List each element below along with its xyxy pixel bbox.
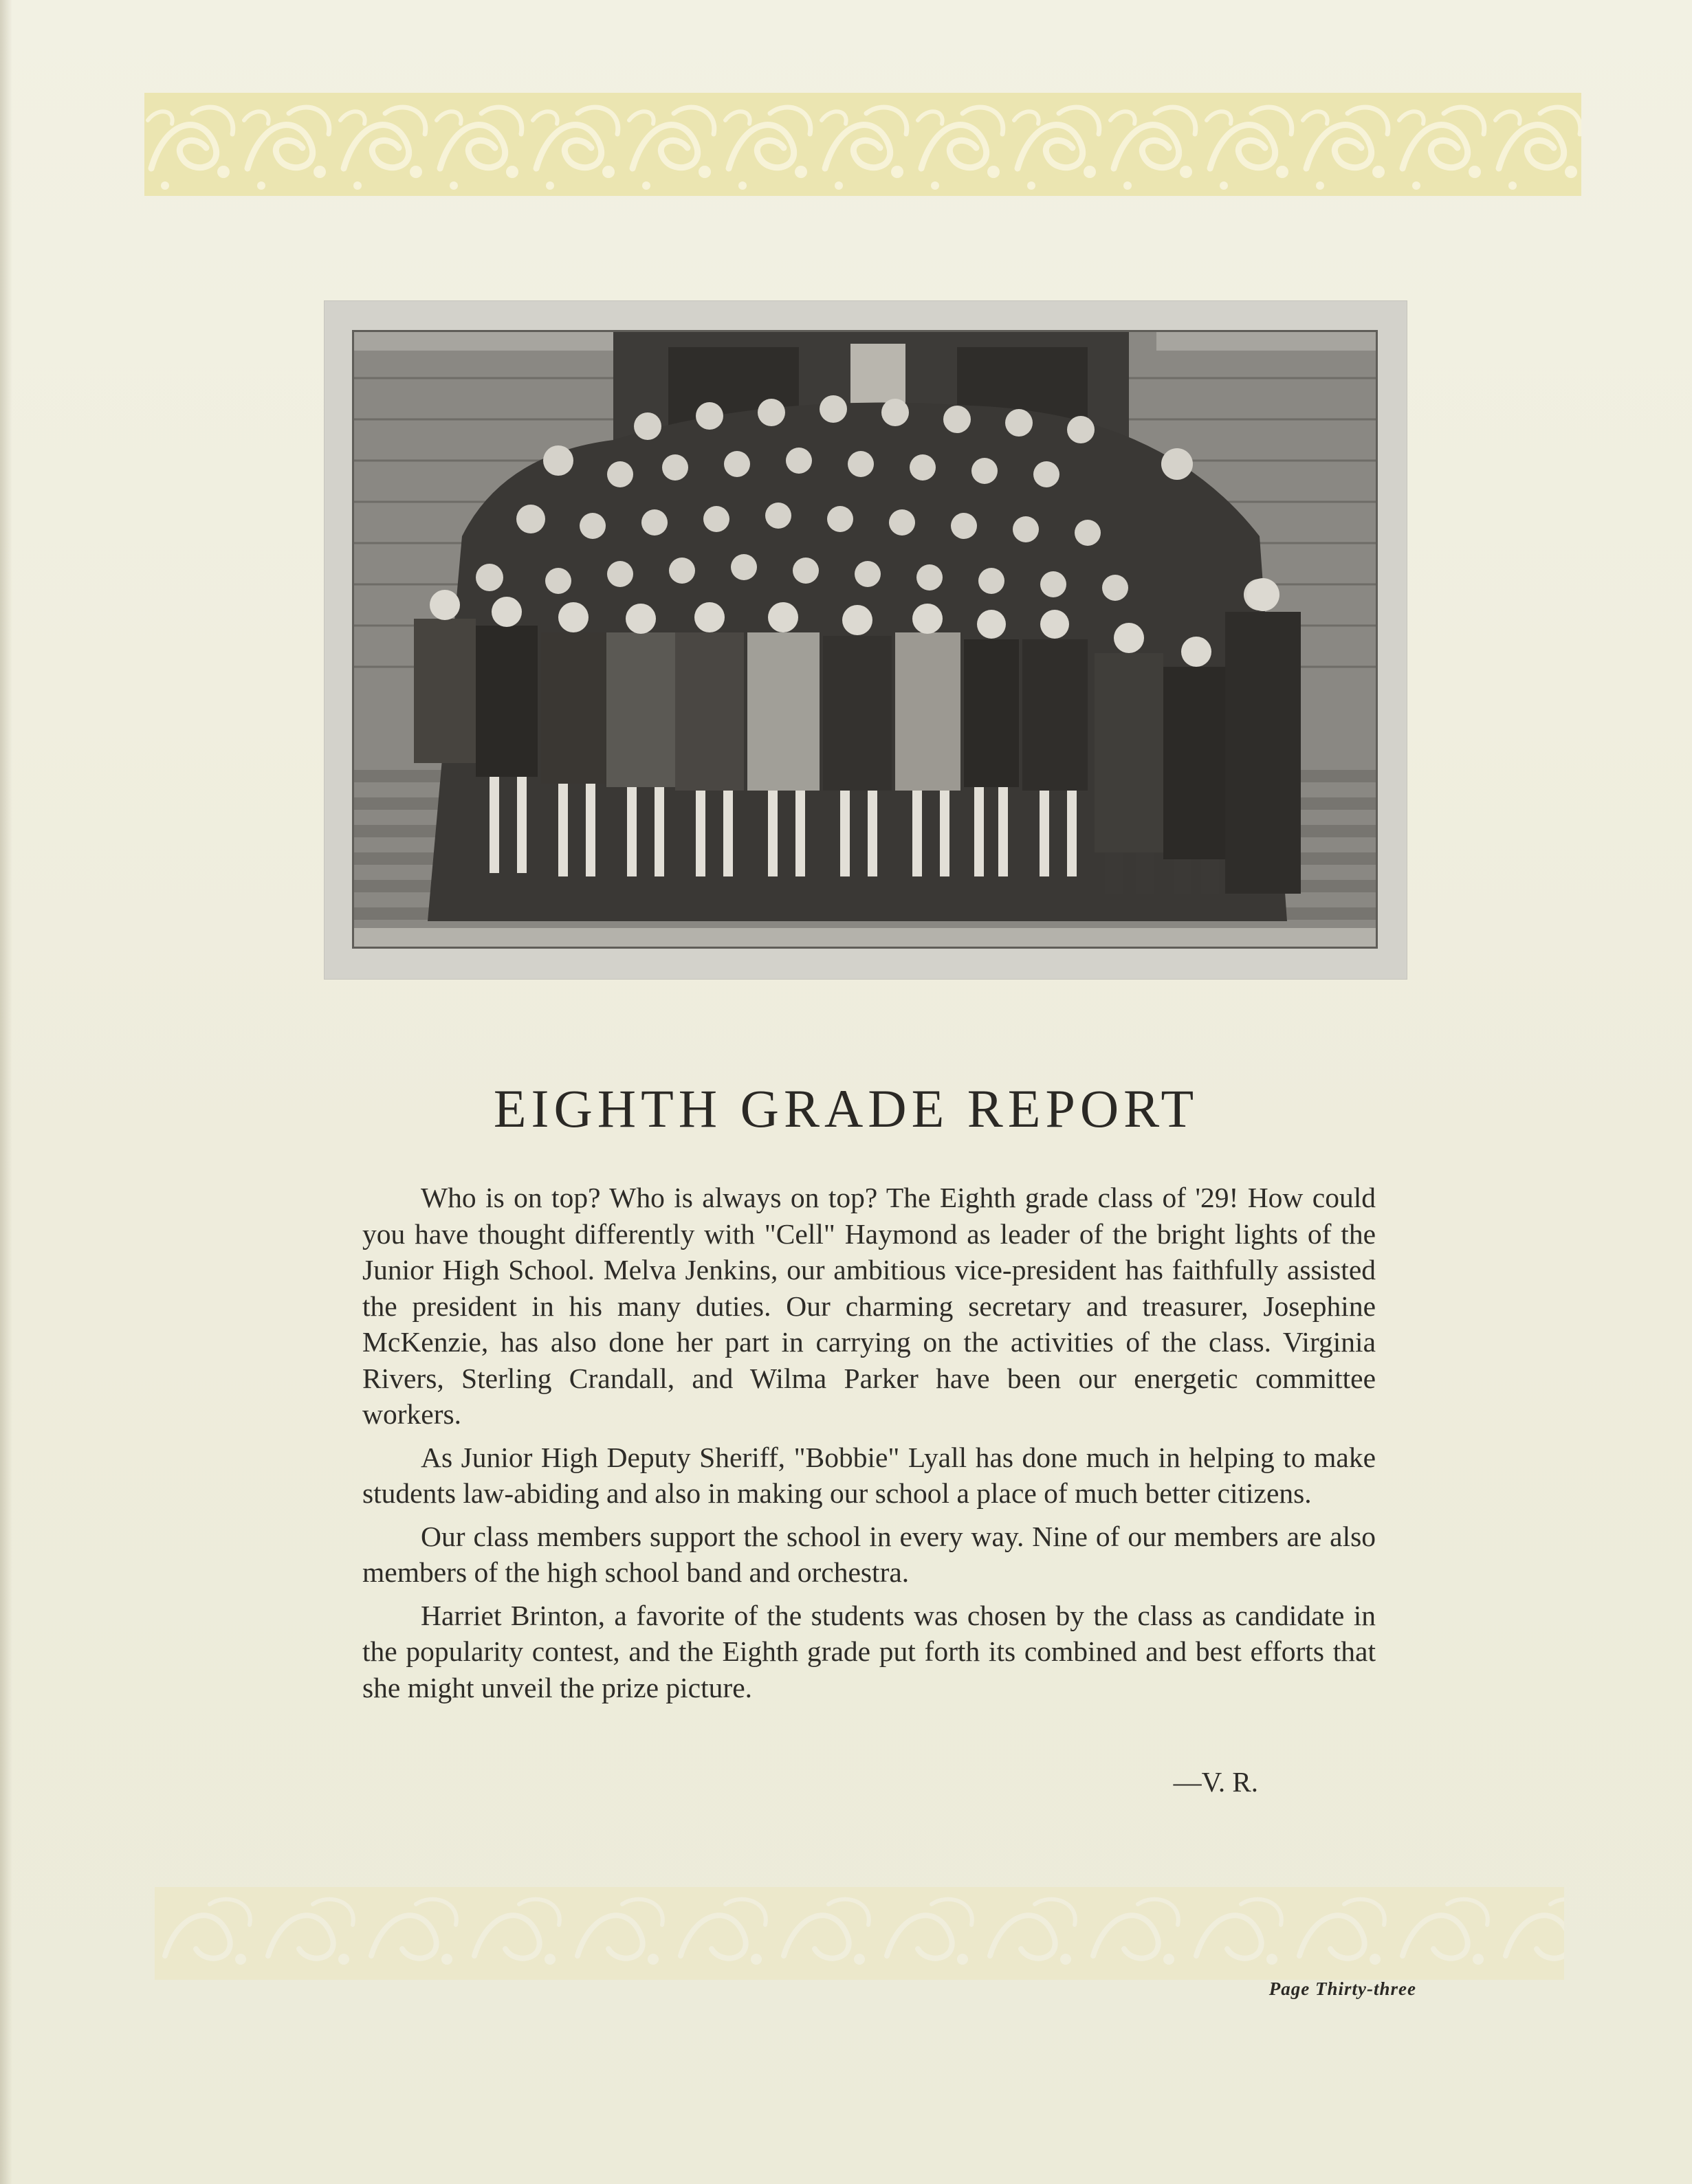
top-ornamental-banner <box>144 93 1581 196</box>
report-body <box>362 1180 1376 1712</box>
page-number: Page Thirty-three <box>1268 1978 1416 1999</box>
page-title: EIGHTH GRADE REPORT <box>493 1079 1199 1138</box>
class-photo-frame <box>325 301 1407 979</box>
scroll-ornament-icon <box>155 1887 1564 1980</box>
author-signature: —V. R. <box>1173 1766 1258 1798</box>
paragraph-deputy-sheriff: As Junior High Deputy Sheriff, "Bobbie" Lyall has done much in helping to make students law-abiding and also in making our school a place of much better citizens. <box>362 1441 1376 1509</box>
paragraph-popularity-contest: Harriet Brinton, a favorite of the students was chosen by the class as candidate in the popularity contest, and the Eighth grade put forth its combined and best efforts that she might unveil the prize picture. <box>362 1599 1376 1703</box>
paragraph-class-officers: Who is on top? Who is always on top? The Eighth grade class of '29! How could you have thought differently with "Cell" Haymond as leader of the bright lights of the Junior High School. Melva Jenkins, our ambitious vice-president has faithfully assisted the president in his many duties. Our charming secretary and treasurer, Josephine McKenzie, has also done her part in carrying on the activities of the class. Virginia Rivers, Sterling Crandall, and Wilma Parker have been our energetic committee workers. <box>362 1182 1376 1430</box>
paragraph-band-orchestra: Our class members support the school in every way. Nine of our members are also members of the high school band and orchestra. <box>362 1520 1376 1588</box>
group-photo-icon <box>352 330 1378 949</box>
class-photo <box>352 330 1378 949</box>
bottom-ornamental-banner <box>155 1887 1564 1980</box>
scroll-ornament-icon <box>144 93 1581 196</box>
